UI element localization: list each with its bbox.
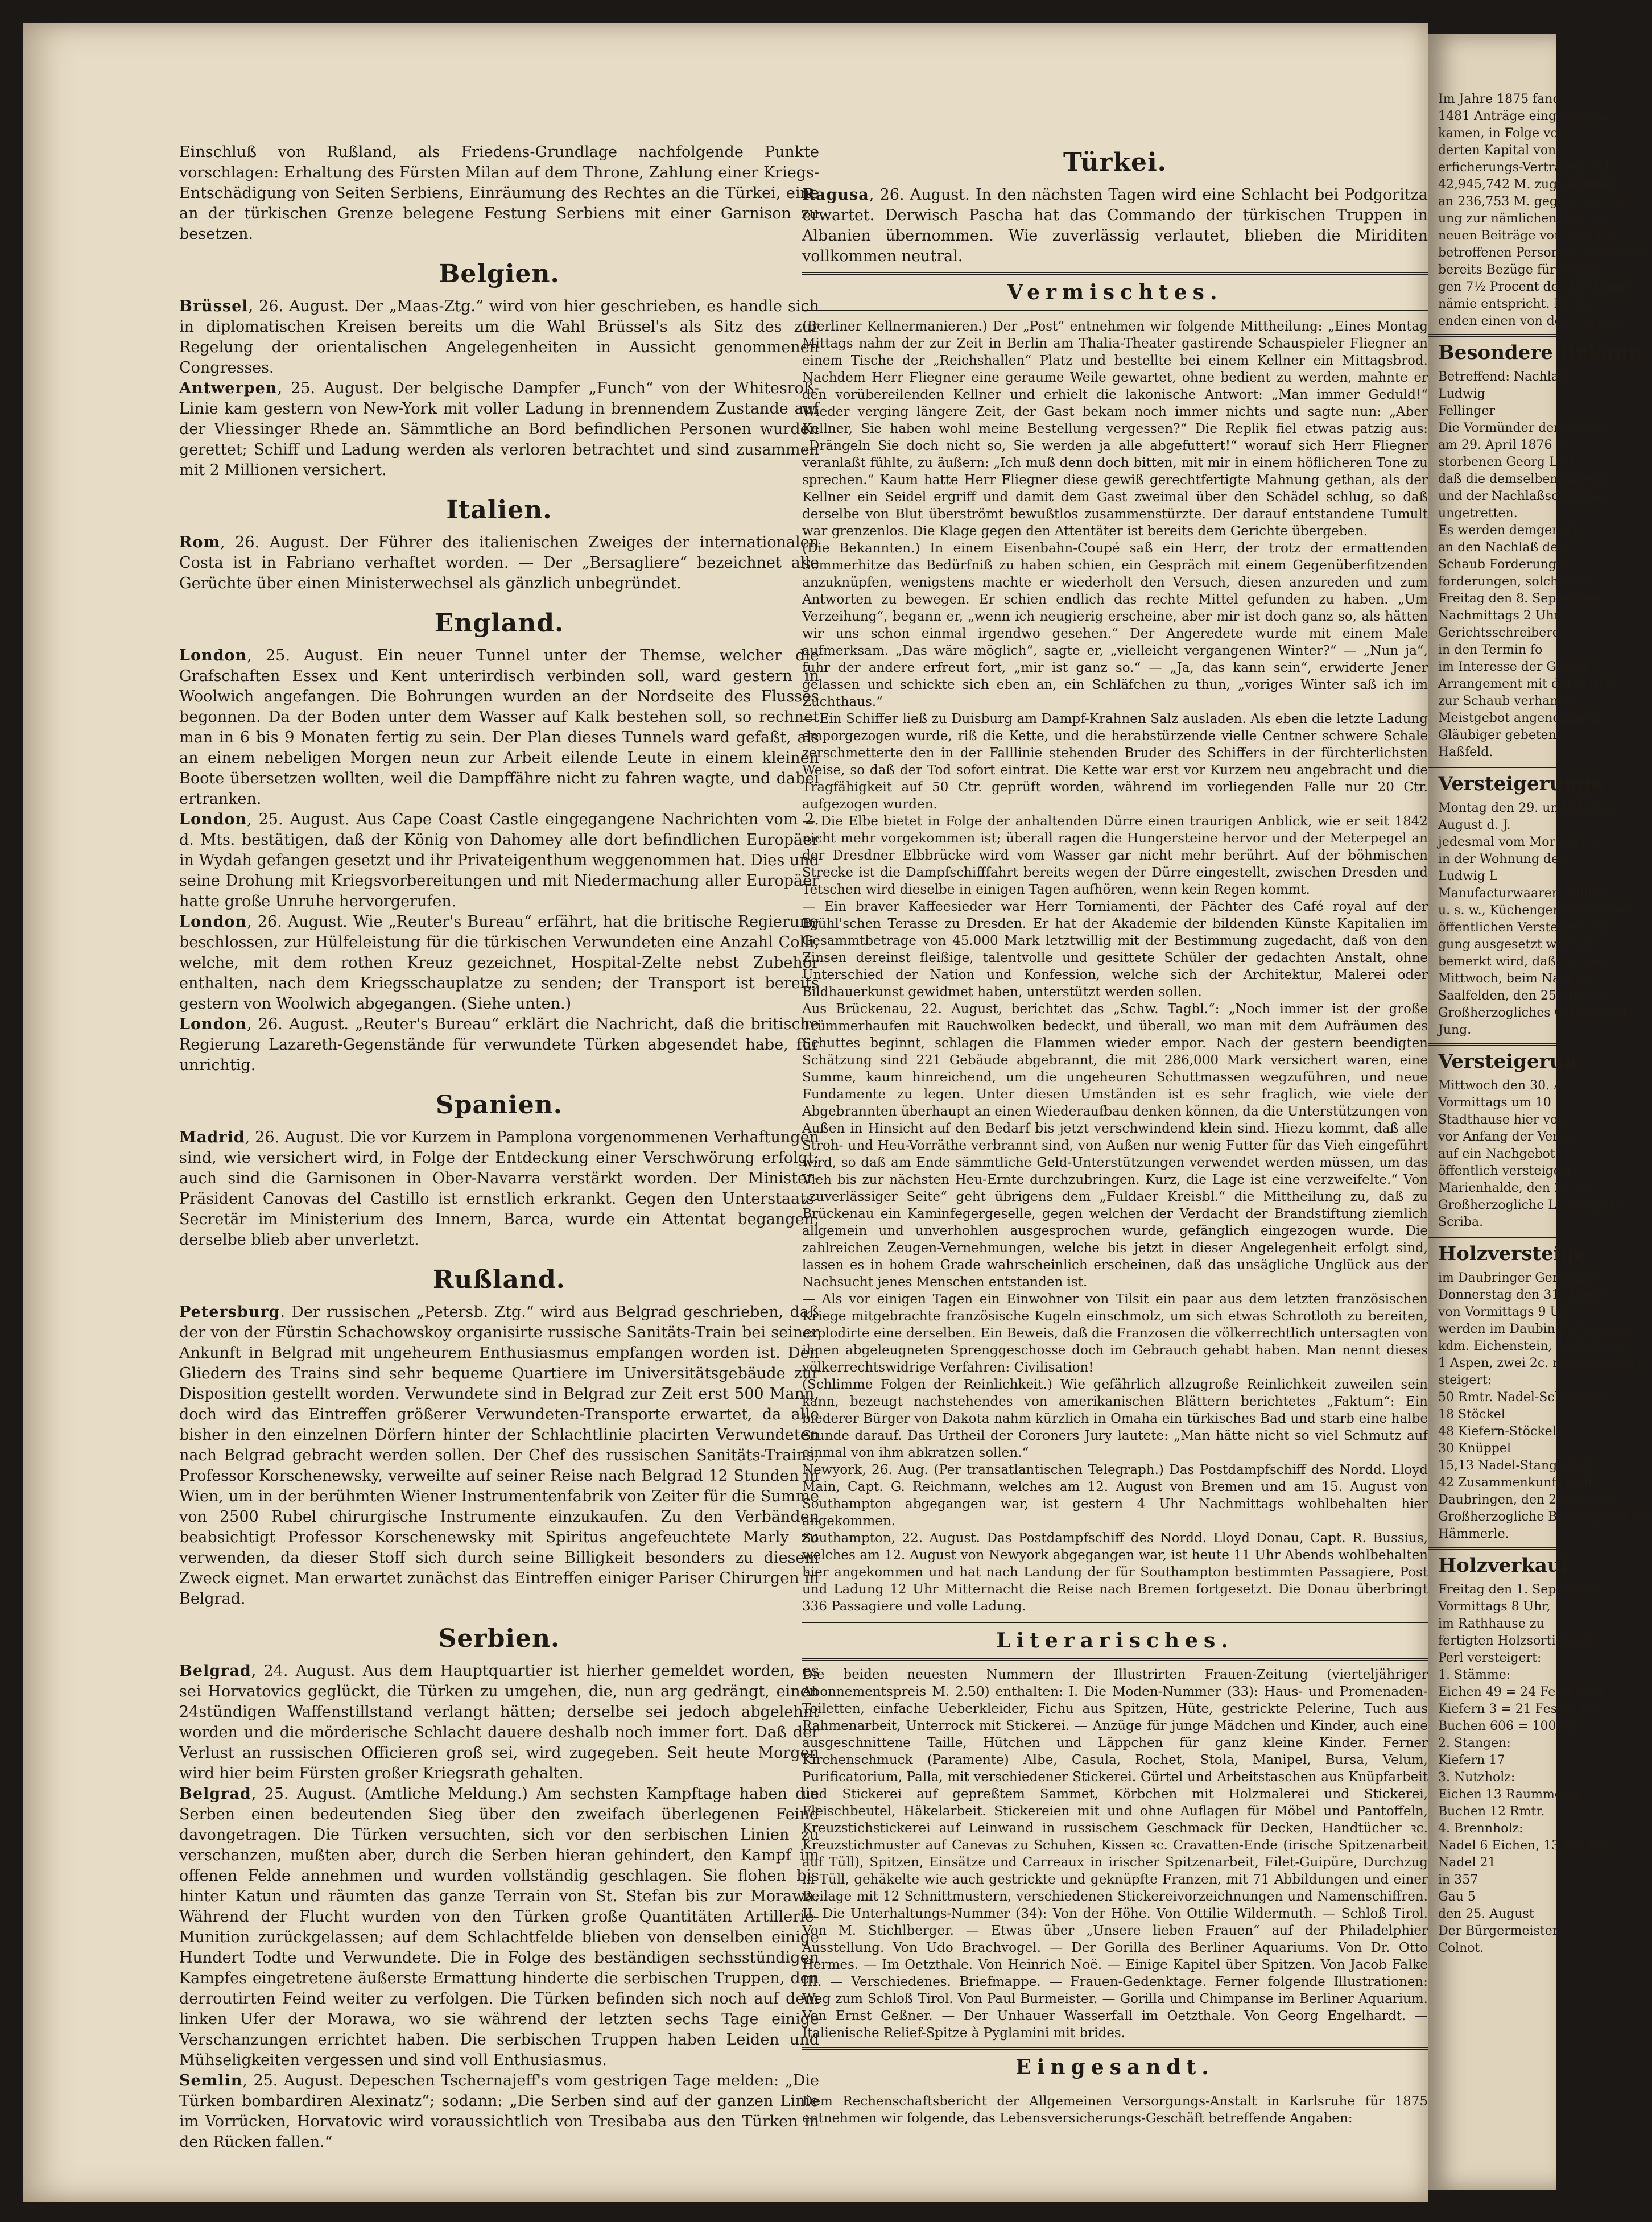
edge-line: Freitag den 1. September xyxy=(1438,1583,1602,1597)
misc-paragraph: — Die Elbe bietet in Folge der anhaltenden Dürre einen traurigen Anblick, wie er seit 1842 nicht mehr vorgekommen ist; überall ragen die Hungersteine hervor und der Meterpegel an der Dresdner Elbbrücke wird vom Wasser gar nicht mehr berührt. Auf der böhmischen Strecke ist die Dampfschifffahrt bereits wegen der Dürre eingestellt, zwischen Dresden und Tetschen wird dieselbe in einigen Tagen aufhören, wenn kein Regen kommt. xyxy=(802,814,1428,897)
misc-paragraph: Aus Brückenau, 22. August, berichtet das „Schw. Tagbl.“: „Noch immer ist der große Trümmerhaufen mit Rauchwolken bedeckt, und überall, wo man mit dem Aufräumen des Schuttes beginnt, schlagen die Flammen wieder empor. Nach der gestern beendigten Schätzung sind 221 Gebäude abgebrannt, die mit 286,000 Mark versichert waren, eine Summe, kaum hinreichend, um die ungeheuren Schuttmassen wegzuführen, und neue Fundamente zu legen. Unter diesen Umständen ist es sehr fraglich, wie viele der Abgebrannten überhaupt an einen Wiederaufbau denken können, da die Unterstützungen von Außen in Hinsicht auf den Bedarf bis jetzt verschwindend klein sind. Hiezu kommt, daß alle Stroh- und Heu-Vorräthe verbrannt sind, von Außen nur wenig Futter für das Vieh eingeführt wird, so daß am Ende sämmtliche Geld-Unterstützungen verwendet werden müssen, um das Vieh bis zur nächsten Heu-Ernte durchzubringen. Kurz, die Lage ist eine verzweifelte.“ Von „zuverlässiger Seite“ geht übrigens dem „Fuldaer Kreisbl.“ die Mittheilung zu, daß zu Brückenau ein Kaminfegergeselle, gegen welchen der Verdacht der Brandstiftung ziemlich allgemein und unverhohlen ausgesprochen wurde, gefänglich eingezogen wurde. Die zahlreichen Zeugen-Vernehmungen, welche bis jetzt in dieser Angelegenheit erfolgt sind, lassen es in hohem Grade wahrscheinlich erscheinen, daß das unsägliche Unglück aus der Nachsucht jenes Menschen entstanden ist. xyxy=(802,1002,1428,1290)
news-text: , 25. August. Depeschen Tschernajeff's vom gestrigen Tage melden: „Die Türken bombardiren Alexinatz“; sodann: „Die Serben sind auf der ganzen Linie im Vorrücken, Horvatovic wird voraussichtlich von Tresibaba aus den Türken in den Rücken fallen.“ xyxy=(179,2072,819,2151)
edge-line: 1. Stämme: xyxy=(1438,1668,1511,1682)
edge-line: neuen Beiträge von 530,196 xyxy=(1438,229,1618,243)
edge-line: Arrangement mit der Wittwe xyxy=(1438,677,1622,691)
edge-line: werden im Daubinger Gemein xyxy=(1438,1322,1630,1336)
edge-heading: Holzverkauf xyxy=(1428,1547,1556,1581)
edge-line: steigert: xyxy=(1438,1373,1492,1387)
dateline: London xyxy=(179,913,247,931)
edge-line: Betreffend: Nachlaß xyxy=(1438,370,1567,384)
edge-line: Nachmittags 2 Uhr xyxy=(1438,609,1560,623)
dateline: Brüssel xyxy=(179,298,249,315)
edge-line: erficherungs-Verträgen auf xyxy=(1438,160,1610,175)
edge-line: Die Vormünder der minder xyxy=(1438,421,1609,435)
edge-block xyxy=(1428,1581,1612,1957)
eingesandt-paragraph: Dem Rechenschaftsbericht der Allgemeinen Versorgungs-Anstalt in Karlsruhe für 1875 entnehmen wir folgende, das Lebensversicherungs-Geschäft betreffende Angaben: xyxy=(802,2094,1428,2126)
edge-line: Gerichtsschreiberei xyxy=(1438,626,1564,640)
edge-line: 42,945,742 M. zugenommen xyxy=(1438,177,1620,192)
edge-line: auf ein Nachgebot xyxy=(1438,1147,1555,1161)
section-heading-tuerkei: Türkei. xyxy=(1063,148,1167,177)
edge-line: Freitag den 8. September xyxy=(1438,592,1602,606)
edge-line: zur Schaub verhandel xyxy=(1438,694,1577,708)
edge-line: Gau 5 xyxy=(1438,1890,1476,1904)
edge-line: 50 Rmtr. Nadel-Scheitholz xyxy=(1438,1390,1605,1405)
edge-line: Perl versteigert: xyxy=(1438,1651,1542,1665)
edge-line: kdm. Eichenstein, Abtheilung xyxy=(1438,1339,1626,1353)
literarisches-block xyxy=(802,1666,1428,2042)
edge-line: Der Bürgermeister xyxy=(1438,1924,1559,1938)
news-item xyxy=(179,532,819,594)
news-item xyxy=(179,1014,819,1076)
edge-line: Buchen 606 = 100 Fm. xyxy=(1438,1719,1585,1733)
edge-line: von Vormittags 9 Uhr xyxy=(1438,1305,1575,1319)
edge-line: jedesmal vom Morgens 9 xyxy=(1438,835,1597,849)
edge-line: Eichen 13 Raummeter xyxy=(1438,1787,1581,1802)
edge-line: Kiefern 17 xyxy=(1438,1753,1505,1767)
section-heading: Belgien. xyxy=(439,259,560,288)
dateline: Belgrad xyxy=(179,1785,251,1803)
edge-line: Donnerstag den 31. August xyxy=(1438,1288,1612,1302)
edge-line: Stadthause hier von xyxy=(1438,1113,1566,1127)
edge-line: bereits Bezüge für Voraus xyxy=(1438,263,1603,277)
section-heading: Spanien. xyxy=(435,1091,563,1120)
edge-line: Nadel 6 Eichen, 13 Buchen xyxy=(1438,1839,1612,1853)
edge-line: Schaub Forderungen xyxy=(1438,557,1572,572)
news-item xyxy=(179,378,819,481)
misc-paragraph: Southampton, 22. August. Das Postdampfschiff des Nordd. Lloyd Donau, Capt. R. Bussius, welches am 12. August von Newyork abgegangen war, ist heute 11 Uhr Abends wohlbehalten hier angekommen und hat nach Landung der für Southampton bestimmten Passagiere, Post und Ladung 12 Uhr Mitternacht die Reise nach Bremen fortgesetzt. Die Donau überbringt 336 Passagiere und volle Ladung. xyxy=(802,1531,1428,1614)
edge-line: 1481 Anträge eingewiesen xyxy=(1438,109,1608,123)
edge-line: Scriba. xyxy=(1438,1215,1484,1229)
edge-line: forderungen, solche und xyxy=(1438,575,1594,589)
edge-line: im Daubringer Gemeinde xyxy=(1438,1271,1600,1285)
section-italien xyxy=(179,495,819,594)
misc-paragraph: (Die Bekannten.) In einem Eisenbahn-Coupé saß ein Herr, der trotz der ermattenden Sommerhitze das Bedürfniß zu haben schien, ein Gespräch mit einem Gegenüberfitzenden anzuknüpfen, wenigstens machte er wiederholt den Versuch, diesen anzureden und zum Antworten zu bewegen. Er schien endlich das rechte Mittel gefunden zu haben. „Um Verzeihung“, begann er, „wenn ich neugierig erscheine, aber mir ist doch ganz so, als hätten wir uns schon einmal irgendwo gesehen.“ Der Angeredete wurde mit einem Male aufmerksam. „Das wäre möglich“, sagte er, „vielleicht vergangenen Winter?“ — „Nun ja“, fuhr der andere erfreut fort, „mir ist ganz so.“ — „Ja, das kann sein“, erwiderte Jener gelassen und schickte sich eben an, ein Schläfchen zu thun, „voriges Winter saß ich im Zuchthaus.“ xyxy=(802,541,1428,709)
misc-paragraph: (Berliner Kellnermanieren.) Der „Post“ entnehmen wir folgende Mittheilung: „Eines Montag Mittags nahm der zur Zeit in Berlin am Thalia-Theater gastirende Schauspieler Fliegner an einem Tische der „Reichshallen“ Platz und bestellte bei einem Kellner ein Mittagsbrod. Nachdem Herr Fliegner eine geraume Weile gewartet, ohne bedient zu werden, mahnte er den vorübereilenden Kellner und erhielt die lakonische Antwort: „Man immer Geduld!“ Wieder verging längere Zeit, der Gast bekam noch immer nichts und sagte nun: „Aber Kellner, Sie haben wohl meine Bestellung vergessen?“ Die Replik fiel etwas patzig aus: „Drängeln Sie doch nicht so, Sie werden ja alle abgefuttert!“ worauf sich Herr Fliegner veranlaßt fühlte, zu äußern: „Ich muß denn doch bitten, mit mir in einem höflicheren Tone zu sprechen.“ Kaum hatte Herr Fliegner diese gewiß gerechtfertigte Mahnung gethan, als der Kellner ein Seidel ergriff und damit dem Gast zweimal über den Schädel schlug, so daß derselbe von Blut überströmt bewußtlos zusammenstürzte. Der darauf entstandene Tumult war grenzenlos. Die Klage gegen den Attentäter ist bereits dem Gerichte übergeben. xyxy=(802,319,1428,539)
edge-line: Montag den 29. und Mittwo xyxy=(1438,801,1616,815)
edge-line: an 236,753 M. gegenüber 2,8 xyxy=(1438,195,1626,209)
edge-block xyxy=(1428,1270,1652,1543)
news-text: , 24. August. Aus dem Hauptquartier ist hierher gemeldet worden, es sei Horvatovics geglückt, die Türken zu umgehen, die, nun arg gedrängt, einen 24stündigen Waffenstillstand verlangt hätten; derselbe sei jedoch abgelehnt worden und die mörderische Schlacht dauere deshalb noch immer fort. Daß der Verlust an russischen Officieren groß sei, wird zugegeben. Seit heute Morgen wird hier beim Fürsten großer Kriegsrath gehalten. xyxy=(179,1662,819,1782)
news-text: , 26. August. Der „Maas-Ztg.“ wird von hier geschrieben, es handle sich in diplomatischen Kreisen bereits um die Wahl Brüssel's als Sitz des zur Regelung der orientalischen Angelegenheiten in Aussicht genommenen Congresses. xyxy=(179,298,819,377)
edge-line: 1 Aspen, zwei 2c. nachgenannte xyxy=(1438,1356,1643,1370)
lit-paragraph: Die beiden neuesten Nummern der Illustrirten Frauen-Zeitung (vierteljähriger Abonnementspreis M. 2.50) enthalten: I. Die Moden-Nummer (33): Haus- und Promenaden-Toiletten, einfache Ueberkleider, Fichu aus Spitzen, Hüte, gestrickte Pelerine, Tuch aus Rahmenarbeit, Unterrock mit Stickerei. — Anzüge für junge Mädchen und Kinder, auch eine ausgeschnittene Taille, Hütchen und Läppchen für ganz kleine Kinder. Ferner Kirchenschmuck (Paramente) Albe, Casula, Rochet, Stola, Manipel, Bursa, Velum, Purificatorium, Palla, mit verschiedener Stickerei. Gürtel und Arbeitstaschen aus Knüpfarbeit und Stickerei auf gepreßtem Sammet, Körbchen mit Holzmalerei und Stickerei, Fleischbeutel, Häkelarbeit. Stickereien mit und ohne Auflagen für Möbel und Pantoffeln, Kreuzstichstickerei auf Leinwand in russischem Geschmack für Decken, Handtücher ꝛc. Kreuzstichmuster auf Canevas zu Schuhen, Kissen ꝛc. Cravatten-Ende (irische Spitzenarbeit auf Tüll), Spitzen, Einsätze und Carreaux in irischer Spitzenarbeit, Filet-Guipüre, Durchzug in Tüll, gehäkelte wie auch gestrickte und geknüpfte Franzen, mit 71 Abbildungen und einer Beilage mit 12 Schnittmustern, verschiedenen Stickereivorzeichnungen und Namenschiffren. II. Die Unterhaltungs-Nummer (34): Von der Höhe. Von Ottilie Wildermuth. — Schloß Tirol. Von M. Stichlberger. — Etwas über „Unsere lieben Frauen“ auf der Philadelphier Ausstellung. Von Udo Brachvogel. — Der Gorilla des Berliner Aquariums. Von Dr. Otto Hermes. — Im Oetzthale. Von Heinrich Noë. — Einige Kapitel über Spitzen. Von Jacob Falke III. — Verschiedenes. Briefmappe. — Frauen-Gedenktage. Ferner folgende Illustrationen: Weg zum Schloß Tirol. Von Paul Burmeister. — Gorilla und Chimpanse im Berliner Aquarium. Von Ernst Geßner. — Der Unhauer Wasserfall im Oetzthale. Von Georg Engelhardt. — Italienische Relief-Spitze à Pyglamini mit brides. xyxy=(802,1667,1428,2041)
edge-line: derten Kapital von xyxy=(1438,143,1556,158)
news-item xyxy=(179,912,819,1014)
news-item xyxy=(802,185,1428,267)
right-column xyxy=(802,142,1428,2167)
dateline: London xyxy=(179,647,247,664)
news-item xyxy=(179,1127,819,1250)
edge-line: gung ausgesetzt werden. xyxy=(1438,937,1598,952)
section-heading-eingesandt: Eingesandt. xyxy=(1015,2055,1215,2079)
dateline: London xyxy=(179,811,247,828)
edge-line: enden einen von den übrigen xyxy=(1438,314,1624,328)
edge-heading: Versteigerun xyxy=(1428,1043,1556,1077)
edge-line: 18 Stöckel xyxy=(1438,1407,1505,1422)
edge-line: ungetretten. xyxy=(1438,506,1518,521)
misc-paragraph: — Als vor einigen Tagen ein Einwohner von Tilsit ein paar aus dem letzten französischen Kriege mitgebrachte französische Kugeln einschmolz, um sich etwas Schrotloth zu bereiten, explodirte eine derselben. Ein Beweis, daß die Franzosen die völkerrechtlich untersagten von ihnen abgeleugneten Sprenggeschosse doch im Gebrauch gehabt haben. Man nennt dieses völkerrechtswidrige Verfahren: Civilisation! xyxy=(802,1292,1428,1375)
news-item xyxy=(179,296,819,378)
news-text: , 26. August. Die vor Kurzem in Pamplona vorgenommenen Verhaftungen sind, wie versichert wird, in Folge der Entdeckung einer Verschwörung erfolgt; auch sind die Garnisonen in Ober-Navarra verstärkt worden. Der Minister-Präsident Canovas del Castillo ist ernstlich erkrankt. Gegen den Unterstaats-Secretär im Ministerium des Innern, Barca, wurde ein Attentat begangen; derselbe blieb aber unverletzt. xyxy=(179,1129,819,1249)
news-text: , 25. August. Aus Cape Coast Castle eingegangene Nachrichten vom 2. d. Mts. bestätigen, daß der König von Dahomey alle dort befindlichen Europäer in Wydah gefangen gesetzt und ihr Privateigenthum weggenommen hat. Dies und seine Drohung mit Kriegsvorbereitungen und mit Niedermachung aller Europäer hatte große Unruhe hervorgerufen. xyxy=(179,811,819,910)
edge-line: August d. J. xyxy=(1438,818,1511,832)
section-heading: Rußland. xyxy=(432,1265,566,1294)
divider xyxy=(802,1621,1428,1623)
edge-line: gen 7½ Procent des Deckungs xyxy=(1438,280,1632,294)
edge-line: Vormittags um 10 xyxy=(1438,1096,1551,1110)
section-spanien xyxy=(179,1091,819,1250)
edge-line: nämie entspricht. Da die xyxy=(1438,297,1595,311)
news-text: . Der russischen „Petersb. Ztg.“ wird aus Belgrad geschrieben, daß der von der Fürstin Schachowskoy organisirte russische Sanitäts-Train bei seiner Ankunft in Belgrad mit ungeheurem Enthusiasmus empfangen worden ist. Den Gliedern des Trains sind sehr bequeme Quartiere im Universitätsgebäude zur Disposition gestellt worden. Verwundete sind in Belgrad zur Zeit erst 500 Mann, doch wird das Eintreffen größerer Verwundeten-Transporte erwartet, da alle bisher in den einzelnen Dörfern hinter der Schlachtlinie placirten Verwundeten nach Belgrad gebracht werden sollen. Der Chef des russischen Sanitäts-Trains, Professor Korschenewsky, verweilte auf seiner Reise nach Belgrad 12 Stunden in Wien, um in der berühmten Wiener Instrumentenfabrik von Zeiter für die Summe von 2500 Rubel chirurgische Instrumente einzukaufen. Zu den Verbänden beabsichtigt Professor Korschenewsky mit Spiritus angefeuchtete Marly zu verwenden, da dieser Stoff sich durch seine Billigkeit besonders zu diesem Zweck eignet. Man erwartet zunächst das Eintreffen einiger Pariser Chirurgen in Belgrad. xyxy=(179,1303,819,1608)
edge-top-block xyxy=(1428,34,1647,330)
edge-heading: Besondere Bekann xyxy=(1428,334,1556,369)
edge-line: an den Nachlaß des xyxy=(1438,540,1564,555)
section-belgien xyxy=(179,259,819,481)
section-heading: Serbien. xyxy=(438,1624,560,1653)
edge-line: öffentlich versteigert xyxy=(1438,1164,1572,1178)
edge-line: Fellinger xyxy=(1438,404,1495,418)
news-item xyxy=(179,809,819,912)
divider xyxy=(802,1658,1428,1661)
edge-line: Eichen 49 = 24 Festmeter, xyxy=(1438,1685,1608,1699)
edge-line: Meistgebot angenommen xyxy=(1438,711,1600,725)
edge-heading: Versteigerunge xyxy=(1428,766,1556,800)
edge-line: Großherzogliches Ortsgericht xyxy=(1438,1006,1628,1020)
section-heading-literarisches: Literarisches. xyxy=(996,1629,1234,1653)
vermischtes-block xyxy=(802,318,1428,1615)
divider xyxy=(802,2085,1428,2087)
section-russland xyxy=(179,1265,819,1609)
edge-line: Kiefern 3 = 21 Festmeter xyxy=(1438,1702,1600,1716)
edge-line: Saalfelden, den 25. August xyxy=(1438,989,1609,1003)
dateline: Ragusa xyxy=(802,186,869,204)
divider xyxy=(802,310,1428,312)
news-text: , 25. August. Der belgische Dampfer „Funch“ von der Whitesroß-Linie kam gestern von New-York mit voller Ladung in brennendem Zustande auf der Vliessinger Rhede an. Sämmtliche an Bord befindlichen Personen wurden gerettet; Schiff und Ladung werden als verloren betrachtet und sind zusammen mit 2 Millionen versichert. xyxy=(179,379,819,479)
edge-line: 48 Kiefern-Stöckel xyxy=(1438,1424,1556,1439)
edge-line: den 25. August xyxy=(1438,1907,1534,1921)
news-item xyxy=(179,646,819,809)
edge-line: ung zur nämlichen Zeit 2,8 xyxy=(1438,212,1610,226)
edge-line: 2. Stangen: xyxy=(1438,1736,1511,1750)
edge-line: Haßfeld. xyxy=(1438,745,1493,759)
eingesandt-block xyxy=(802,2093,1428,2127)
news-text: , 26. August. Wie „Reuter's Bureau“ erfährt, hat die britische Regierung beschlossen, zur Hülfeleistung für die türkischen Verwundeten eine Anzahl Colli, welche, mit dem rothen Kreuz gezeichnet, Hospital-Zelte nebst Zubehör enthalten, nach dem Kriegsschauplatze zu senden; der Transport ist bereits gestern von Woolwich abgegangen. (Siehe unten.) xyxy=(179,913,819,1013)
news-item xyxy=(179,1784,819,2071)
edge-line: Gläubiger gebeten. xyxy=(1438,728,1560,742)
section-heading-vermischtes: Vermischtes. xyxy=(1007,280,1223,304)
edge-line: u. s. w., Küchengeräthschaften xyxy=(1438,903,1634,918)
news-item xyxy=(179,1302,819,1609)
divider xyxy=(802,272,1428,275)
dateline: Petersburg xyxy=(179,1303,280,1321)
newspaper-page xyxy=(23,23,1428,2202)
edge-line: Buchen 12 Rmtr. xyxy=(1438,1804,1545,1819)
edge-line: vor Anfang der Verste xyxy=(1438,1130,1577,1144)
news-text: , 26. August. In den nächsten Tagen wird eine Schlacht bei Podgoritza erwartet. Derwisch Pascha hat das Commando der türkischen Truppen in Albanien übernommen. Wie zuverlässig verlautet, blieben die Miriditen vollkommen neutral. xyxy=(802,186,1428,265)
edge-line: Mittwoch, beim Nachlaß, xyxy=(1438,972,1599,986)
news-item xyxy=(179,2071,819,2153)
edge-line: kamen, in Folge von xyxy=(1438,126,1566,141)
edge-line: Jung. xyxy=(1438,1023,1472,1037)
left-column xyxy=(179,142,819,2167)
edge-line: in den Termin fo xyxy=(1438,643,1543,657)
news-text: , 26. August. Der Führer des italienischen Zweiges der internationalen Costa ist in Fabriano verhaftet worden. — Der „Bersagliere“ bezeichnet alle Gerüchte über einen Ministerwechsel als gänzlich unbegründet. xyxy=(179,534,819,592)
news-item xyxy=(179,1661,819,1784)
edge-line: Ludwig xyxy=(1438,387,1485,401)
edge-line: 3. Nutzholz: xyxy=(1438,1770,1515,1785)
edge-line: fertigten Holzsortimente xyxy=(1438,1634,1596,1648)
edge-line: daß die demselben angehö xyxy=(1438,472,1609,486)
dateline: Belgrad xyxy=(179,1662,251,1680)
edge-line: betroffenen Personen, an welche xyxy=(1438,246,1647,260)
edge-line: 30 Knüppel xyxy=(1438,1442,1511,1456)
section-serbien xyxy=(179,1624,819,2153)
edge-line: storbenen Georg Lud xyxy=(1438,455,1573,469)
news-text: , 25. August. Ein neuer Tunnel unter der Themse, welcher die Grafschaften Essex und Kent unterirdisch verbinden soll, ward gestern in Woolwich angefangen. Die Bohrungen wurden an der Nordseite des Flusses begonnen. Da der Boden unter dem Wasser auf Kalk bestehen soll, so rechnet man in 6 bis 9 Monaten fertig zu sein. Der Plan dieses Tunnels ward gefaßt, als an einem nebeligen Morgen neun zur Arbeit eilende Leute in einem kleinen Boote übersetzen wollten, weil die Dampffähre nicht zu fahren wagte, und dabei ertranken. xyxy=(179,647,819,808)
edge-line: im Interesse der Gläubi xyxy=(1438,660,1588,674)
edge-line: und der Nachlaßschuldner xyxy=(1438,489,1608,503)
section-heading: England. xyxy=(434,609,564,638)
edge-line: Nadel 21 xyxy=(1438,1856,1496,1870)
edge-line: Marienhalde, den 22. A xyxy=(1438,1181,1587,1195)
news-text: , 25. August. (Amtliche Meldung.) Am sechsten Kampftage haben die Serben einen bedeutenden Sieg über den zweifach überlegenen Feind davongetragen. Die Türken versuchten, sich vor den serbischen Linien zu verschanzen, mußten aber, durch die Serben hieran gehindert, den Kampf im offenen Felde annehmen und wurden vollständig geschlagen. Sie flohen bis hinter Katun und räumten das ganze Terrain von St. Stefan bis zur Morawa. Während der Flucht wurden von den Türken große Quantitäten Artillerie-Munition zurückgelassen; auf dem Schlachtfelde blieben von denselben einige Hundert Todte und Verwundete. Die in Folge des beständigen sechsstündigen Kampfes eingetretene äußerste Ermattung hinderte die serbischen Truppen, den derroutirten Feind weiter zu verfolgen. Die Türken befinden sich noch auf dem linken Ufer der Morawa, wo sie während der letzten sechs Tage einige Verschanzungen errichtet haben. Die serbischen Truppen haben Leiden und Mühseligkeiten vergessen und sind voll Enthusiasmus. xyxy=(179,1785,819,2069)
dateline: Rom xyxy=(179,534,221,551)
edge-line: in der Wohnung des xyxy=(1438,852,1566,866)
edge-line: in 357 xyxy=(1438,1873,1478,1887)
edge-block xyxy=(1428,800,1634,1039)
edge-line: 42 Zusammenkunft früh xyxy=(1438,1476,1592,1490)
edge-line: bemerkt wird, daß mit den xyxy=(1438,955,1609,969)
edge-heading: Holzversteige xyxy=(1428,1236,1556,1270)
edge-block xyxy=(1428,369,1622,761)
divider xyxy=(802,2047,1428,2050)
edge-line: Daubringen, den 26. August xyxy=(1438,1493,1617,1507)
news-text: , 26. August. „Reuter's Bureau“ erklärt die Nachricht, daß die britische Regierung Lazareth-Gegenstände für verwundete Türken abgesendet habe, für unrichtig. xyxy=(179,1015,819,1074)
dateline: London xyxy=(179,1015,247,1033)
edge-line: 4. Brennholz: xyxy=(1438,1822,1523,1836)
edge-line: im Rathhause zu xyxy=(1438,1617,1544,1631)
dateline: Antwerpen xyxy=(179,379,278,397)
edge-line: Im Jahre 1875 fand xyxy=(1438,92,1561,106)
misc-paragraph: — Ein braver Kaffeesieder war Herr Torniamenti, der Pächter des Café royal auf der Brühl'schen Terasse zu Dresden. Er hat der Akademie der bildenden Künste Kapitalien im Gesammtbetrage von 45.000 Mark letztwillig mit der Bestimmung zugedacht, daß von den Zinsen dereinst fleißige, talentvolle und gesittete Schüler der gedachten Anstalt, ohne Unterschied der Nation und Konfession, welche sich der Architektur, Malerei oder Bildhauerkunst gewidmet haben, unterstützt werden sollen. xyxy=(802,899,1428,1000)
edge-line: Großherzogliche Landesgüte xyxy=(1438,1198,1622,1212)
edge-line: Colnot. xyxy=(1438,1941,1484,1955)
next-page-edge xyxy=(1428,34,1652,2190)
section-england xyxy=(179,609,819,1076)
misc-paragraph: — Ein Schiffer ließ zu Duisburg am Dampf-Krahnen Salz ausladen. Als eben die letzte Ladung emporgezogen wurde, riß die Kette, und die herabstürzende vielle Centner schwere Schale zerschmetterte den in der Falllinie stehenden Bruder des Schiffers in der fürchterlichsten Weise, so daß der Tod sofort eintrat. Die Kette war erst vor Kurzem neu angebracht und die Tragfähigkeit auf 50 Ctr. geprüft worden, während im vorliegenden Falle nur 20 Ctr. aufgezogen wurden. xyxy=(802,712,1428,812)
dateline: Madrid xyxy=(179,1129,245,1146)
edge-line: Hämmerle. xyxy=(1438,1527,1509,1541)
edge-line: Großherzogliche Bürgermeisterei xyxy=(1438,1510,1652,1524)
edge-line: am 29. April 1876 zu xyxy=(1438,438,1571,452)
dateline: Semlin xyxy=(179,2072,243,2089)
section-heading: Italien. xyxy=(446,495,552,524)
edge-line: 15,13 Nadel-Stangenholz xyxy=(1438,1459,1599,1473)
edge-block xyxy=(1428,1077,1622,1231)
misc-paragraph: (Schlimme Folgen der Reinlichkeit.) Wie gefährlich allzugroße Reinlichkeit zuweilen sein kann, bezeugt nachstehendes von amerikanischen Blättern berichtetes „Faktum“: Ein biederer Bürger von Dakota nahm kürzlich in Omaha ein türkisches Bad und starb eine halbe Stunde darauf. Das Urtheil der Coroners Jury lautete: „Man hätte nicht so viel Schmutz auf einmal von ihm abkratzen sollen.“ xyxy=(802,1377,1428,1460)
edge-line: Es werden demgemäß xyxy=(1438,523,1580,538)
edge-line: Manufacturwaaren, Möbel xyxy=(1438,886,1608,901)
edge-line: Vormittags 8 Uhr, xyxy=(1438,1600,1551,1614)
misc-paragraph: Newyork, 26. Aug. (Per transatlantischen Telegraph.) Das Postdampfschiff des Nordd. Lloyd Main, Capt. G. Reichmann, welches am 12. August von Bremen und am 15. August von Southampton abgegangen war, ist gestern 4 Uhr Nachmittags wohlbehalten hier angekommen. xyxy=(802,1463,1428,1529)
edge-line: Ludwig L xyxy=(1438,869,1498,883)
intro-paragraph: Einschluß von Rußland, als Friedens-Grundlage nachfolgende Punkte vorschlagen: Erhaltung des Fürsten Milan auf dem Throne, Zahlung einer Kriegs-Entschädigung von Seiten Serbiens, Einräumung des Rechtes an die Türkei, eine an der türkischen Grenze belegene Festung Serbiens mit einer Garnison zu besetzen. xyxy=(179,143,819,243)
edge-line: Mittwoch den 30. A xyxy=(1438,1079,1563,1093)
edge-line: öffentlichen Versteigerung xyxy=(1438,920,1608,935)
